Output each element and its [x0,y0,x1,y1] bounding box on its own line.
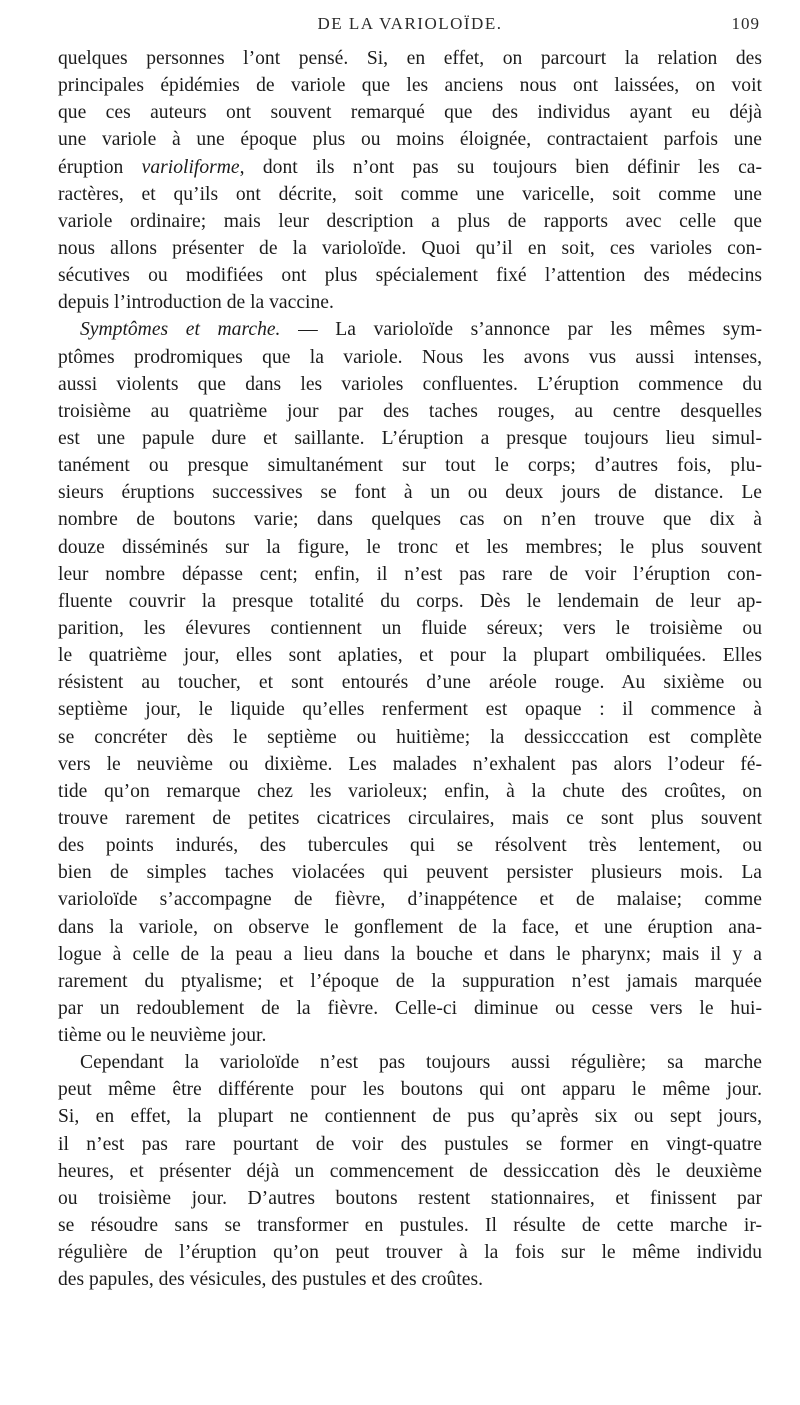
text-line [58,534,762,561]
text-segment: , dont ils n’ont pas su toujours bien définir les ca- [239,156,762,178]
text-line [58,968,762,995]
text-line [58,669,762,696]
text-line [58,1158,762,1185]
text-segment: rarement du ptyalisme; et l’époque de la suppuration n’est jamais marquée [58,970,762,992]
text-segment: régulière de l’éruption qu’on peut trouver à la fois sur le même individu [58,1242,762,1264]
text-segment: septième jour, le liquide qu’elles renferment est opaque : il commence à [58,699,762,721]
body-text [58,45,762,1293]
text-line [58,154,762,181]
text-line [58,832,762,859]
text-segment: il n’est pas rare pourtant de voir des pustules se former en vingt-quatre [58,1133,762,1155]
text-line [58,1022,762,1049]
text-segment: douze disséminés sur la figure, le tronc et les membres; le plus souvent [58,536,762,558]
text-segment: une variole à une époque plus ou moins éloignée, contractaient parfois une [58,129,762,151]
text-line [58,561,762,588]
text-segment: bien de simples taches violacées qui peuvent persister plusieurs mois. La [58,862,762,884]
text-segment: tide qu’on remarque chez les varioleux; enfin, à la chute des croûtes, on [58,780,762,802]
text-line [58,452,762,479]
text-segment: variole ordinaire; mais leur description a plus de rapports avec celle que [58,210,762,232]
text-line [58,45,762,72]
text-segment: nous allons présenter de la varioloïde. Quoi qu’il en soit, ces varioles con- [58,237,762,259]
text-segment: — La varioloïde s’annonce par les mêmes sym- [280,319,762,341]
text-line [58,1212,762,1239]
text-line [58,506,762,533]
text-segment: tième ou le neuvième jour. [58,1025,267,1047]
text-line [58,588,762,615]
text-segment: des papules, des vésicules, des pustules et des croûtes. [58,1269,483,1291]
text-segment: principales épidémies de variole que les anciens nous ont laissées, on voit [58,75,762,97]
text-line [58,1049,762,1076]
text-line [58,724,762,751]
text-segment: ractères, et qu’ils ont décrite, soit comme une varicelle, soit comme une [58,183,762,205]
text-line [58,805,762,832]
text-segment: trouve rarement de petites cicatrices circulaires, mais ce sont plus souvent [58,807,762,829]
text-segment: se concréter dès le septième ou huitième; la dessicccation est complète [58,726,762,748]
text-line [58,1103,762,1130]
text-segment: par un redoublement de la fièvre. Celle-ci diminue ou cesse vers le hui- [58,997,762,1019]
text-line [58,316,762,343]
text-segment: nombre de boutons varie; dans quelques cas on n’en trouve que dix à [58,509,762,531]
text-line [58,425,762,452]
text-line [58,1185,762,1212]
text-segment: tanément ou presque simultanément sur tout le corps; d’autres fois, plu- [58,455,762,477]
text-line [58,126,762,153]
text-segment: leur nombre dépasse cent; enfin, il n’est pas rare de voir l’éruption con- [58,563,762,585]
text-segment: depuis l’introduction de la vaccine. [58,292,334,314]
text-segment: quelques personnes l’ont pensé. Si, en effet, on parcourt la relation des [58,48,762,69]
text-line [58,289,762,316]
text-segment: vers le neuvième ou dixième. Les malades n’exhalent pas alors l’odeur fé- [58,753,762,775]
text-line [58,479,762,506]
text-segment: ptômes prodromiques que la variole. Nous les avons vus aussi intenses, [58,346,762,368]
text-line [58,1076,762,1103]
running-head [60,14,760,44]
text-line [58,751,762,778]
paragraph [58,1049,762,1293]
page-number: 109 [731,14,760,33]
text-segment: sieurs éruptions successives se font à un ou deux jours de distance. Le [58,482,762,504]
text-segment: éruption [58,156,142,178]
text-line [58,1131,762,1158]
text-segment: aussi violents que dans les varioles confluentes. L’éruption commence du [58,373,762,395]
text-segment: parition, les élevures contiennent un fluide séreux; vers le troisième ou [58,617,762,639]
text-line [58,914,762,941]
text-line [58,642,762,669]
text-line [58,262,762,289]
italic-text: varioliforme [141,156,240,178]
italic-text: Symptômes et marche. [80,319,281,341]
text-segment: logue à celle de la peau a lieu dans la bouche et dans le pharynx; mais il y a [58,943,762,965]
text-segment: dans la variole, on observe le gonflement de la face, et une éruption ana- [58,916,762,938]
text-line [58,778,762,805]
text-line [58,371,762,398]
text-line [58,615,762,642]
text-segment: Si, en effet, la plupart ne contiennent de pus qu’après six ou sept jours, [58,1106,762,1128]
paragraph [58,316,762,1049]
text-line [58,1266,762,1293]
text-line [58,235,762,262]
text-segment: se résoudre sans se transformer en pustules. Il résulte de cette marche ir- [58,1215,762,1237]
text-segment: peut même être différente pour les boutons qui ont apparu le même jour. [58,1079,762,1101]
text-line [58,99,762,126]
text-segment: que ces auteurs ont souvent remarqué que des individus ayant eu déjà [58,102,762,124]
text-segment: sécutives ou modifiées ont plus spécialement fixé l’attention des médecins [58,265,762,287]
text-line [58,941,762,968]
text-line [58,859,762,886]
paragraph [58,45,762,316]
text-segment: résistent au toucher, et sont entourés d’une aréole rouge. Au sixième ou [58,672,762,694]
running-title: DE LA VARIOLOÏDE. [317,14,503,33]
text-line [58,72,762,99]
text-segment: fluente couvrir la presque totalité du corps. Dès le lendemain de leur ap- [58,590,762,612]
text-line [58,181,762,208]
text-line [58,208,762,235]
text-segment: le quatrième jour, elles sont aplaties, et pour la plupart ombiliquées. Elles [58,645,762,667]
text-line [58,995,762,1022]
text-segment: ou troisième jour. D’autres boutons restent stationnaires, et finissent par [58,1187,762,1209]
text-line [58,344,762,371]
text-segment: heures, et présenter déjà un commencement de dessiccation dès le deuxième [58,1160,762,1182]
text-line [58,886,762,913]
text-line [58,1239,762,1266]
text-segment: Cependant la varioloïde n’est pas toujours aussi régulière; sa marche [80,1052,762,1074]
text-segment: troisième au quatrième jour par des taches rouges, au centre desquelles [58,400,762,422]
text-line [58,398,762,425]
text-line [58,696,762,723]
text-segment: est une papule dure et saillante. L’éruption a presque toujours lieu simul- [58,427,762,449]
text-segment: varioloïde s’accompagne de fièvre, d’inappétence et de malaise; comme [58,889,762,911]
text-segment: des points indurés, des tubercules qui se résolvent très lentement, ou [58,835,762,857]
